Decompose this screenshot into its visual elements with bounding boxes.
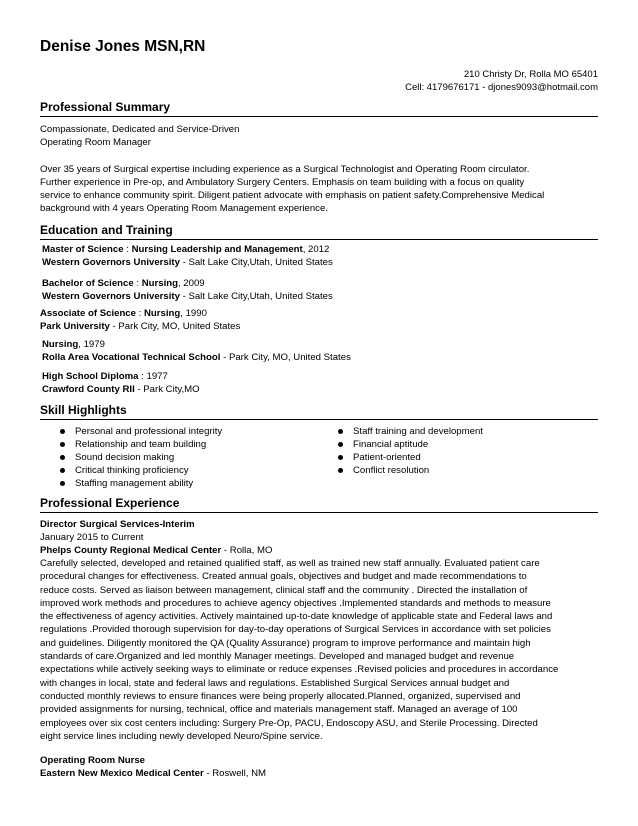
year: , 2009 bbox=[177, 278, 205, 289]
job-title bbox=[40, 754, 598, 767]
skill-item: Critical thinking proficiency bbox=[58, 464, 222, 477]
job-description bbox=[40, 557, 598, 743]
degree-line bbox=[42, 370, 598, 383]
location: - Salt Lake City,Utah, United States bbox=[179, 291, 333, 302]
summary-tagline: Operating Room Manager bbox=[40, 137, 151, 149]
summary-line: Over 35 years of Surgical expertise including experience as a Surgical Technologist and Operating Room circulator. bbox=[40, 164, 530, 175]
field: Nursing Leadership and Management bbox=[131, 244, 303, 255]
education-entry bbox=[42, 370, 598, 396]
job-description-line: provided assignments for nursing, technical, office and materials management staff. Managed an average of 100 bbox=[40, 704, 518, 716]
year: 1977 bbox=[146, 371, 168, 382]
separator: : bbox=[135, 308, 144, 319]
education-entry bbox=[40, 307, 596, 333]
summary-line: service to enhance community spirit. Diligent patient advocate with emphasis on patient safety.Comprehensive Medical bbox=[40, 190, 545, 202]
school: Crawford County RII bbox=[42, 384, 135, 395]
field: Nursing bbox=[143, 308, 181, 319]
job-title-text: Director Surgical Services-Interim bbox=[40, 519, 195, 530]
separator: : bbox=[123, 244, 132, 255]
job-description-line: reduce costs. Served as liaison between management, clinical staff and the community . Directed the installation of bbox=[40, 584, 528, 596]
job-description-line: and guidelines. Diligently monitored the QA (Quality Assurance) program to improve performance and maintain high bbox=[40, 637, 531, 649]
year: , 1990 bbox=[180, 308, 207, 319]
contact-block bbox=[405, 68, 598, 94]
section-header-experience: Professional Experience bbox=[40, 497, 598, 513]
job-description-line: employees over six cost centers including: Surgery Pre-Op, PACU, Endoscopy ASU, and Sterile Processing. Directed bbox=[40, 717, 538, 729]
section-header-skills: Skill Highlights bbox=[40, 404, 598, 420]
year: , 1979 bbox=[78, 339, 105, 350]
employer: Phelps County Regional Medical Center bbox=[40, 545, 222, 557]
degree-line bbox=[40, 307, 596, 320]
job-description-line: conducted monthly reviews to ensure finances were being properly allocated.Planned, organized, supervised and bbox=[40, 690, 521, 702]
employer: Eastern New Mexico Medical Center bbox=[40, 768, 204, 780]
degree: Master of Science bbox=[42, 244, 124, 255]
field: Nursing bbox=[141, 278, 178, 289]
location: - Salt Lake City,Utah, United States bbox=[179, 257, 333, 268]
school-line bbox=[42, 383, 598, 396]
field: Nursing bbox=[42, 339, 79, 350]
school: Rolla Area Vocational Technical School bbox=[42, 352, 221, 363]
job-description-line: standards of care.Organized and led monthly Manager meetings. Developed and managed budget and revenue bbox=[40, 651, 515, 663]
employer-line bbox=[40, 767, 598, 780]
skill-item: Personal and professional integrity bbox=[58, 425, 222, 438]
job-description-line: improved work methods and procedures to achieve agency objectives .Implemented standards and methods to measure bbox=[40, 597, 551, 609]
skill-item: Conflict resolution bbox=[336, 464, 483, 477]
summary-line: Further experience in Pre-op, and Ambulatory Surgery Centers. Emphasis on team building with a focus on quality bbox=[40, 177, 525, 189]
job-title-text: Operating Room Nurse bbox=[40, 755, 146, 766]
education-entry bbox=[42, 243, 598, 269]
candidate-name: Denise Jones MSN,RN bbox=[40, 38, 206, 55]
address: 210 Christy Dr, Rolla MO 65401 bbox=[463, 69, 598, 80]
degree: Associate of Science bbox=[40, 308, 136, 319]
summary-tagline: Compassionate, Dedicated and Service-Driven bbox=[40, 124, 240, 135]
skill-item: Relationship and team building bbox=[58, 438, 222, 451]
employer-line bbox=[40, 544, 598, 557]
school: Western Governors University bbox=[42, 291, 180, 302]
job-description-line: regulations .Provided thorough supervision for day-to-day operations of Surgical Services in accordance with set policies bbox=[40, 624, 551, 636]
school: Western Governors University bbox=[42, 257, 180, 268]
phone-email: Cell: 4179676171 - djones9093@hotmail.com bbox=[405, 82, 598, 93]
education-entry bbox=[42, 338, 598, 364]
school: Park University bbox=[40, 321, 110, 332]
degree-line bbox=[42, 277, 598, 290]
job-description-line: eight service lines including newly developed Neuro/Spine service. bbox=[40, 730, 323, 742]
section-header-education: Education and Training bbox=[40, 224, 598, 240]
separator: : bbox=[138, 371, 147, 382]
degree: Bachelor of Science bbox=[42, 278, 134, 289]
degree: High School Diploma bbox=[42, 371, 139, 382]
year: , 2012 bbox=[302, 244, 330, 255]
location: - Park City,MO bbox=[134, 384, 200, 395]
skills-column-left bbox=[58, 425, 222, 490]
summary-line: background with 4 years Operating Room Management experience. bbox=[40, 203, 328, 215]
degree-line bbox=[42, 338, 598, 351]
job-description-line: the effectiveness of agency activities. Actively maintained up-to-date knowledge of applicable state and Federal laws and bbox=[40, 611, 553, 623]
school-line bbox=[40, 320, 596, 333]
skill-item: Patient-oriented bbox=[336, 451, 483, 464]
location: - Park City, MO, United States bbox=[109, 321, 241, 332]
job-description-line: expectations while actively seeking ways to eliminate or reduce expenses .Revised policies and procedures in accordance bbox=[40, 664, 559, 676]
location: - Park City, MO, United States bbox=[220, 352, 351, 363]
skill-item: Sound decision making bbox=[58, 451, 222, 464]
job-description-line: with changes in local, state and federal laws and regulations. Established Surgical Services annual budget and bbox=[40, 677, 510, 689]
job-entry bbox=[40, 518, 598, 557]
job-description-line: Carefully selected, developed and retained qualified staff, as well as trained new staff annually. Evaluated patient care bbox=[40, 558, 540, 569]
school-line bbox=[42, 351, 598, 364]
skill-item: Staffing management ability bbox=[58, 477, 222, 490]
job-dates: January 2015 to Current bbox=[40, 532, 144, 544]
job-title bbox=[40, 518, 598, 531]
employer-location: - Roswell, NM bbox=[203, 768, 267, 780]
skill-item: Staff training and development bbox=[336, 425, 483, 438]
school-line bbox=[42, 290, 598, 303]
skill-item: Financial aptitude bbox=[336, 438, 483, 451]
separator: : bbox=[133, 278, 142, 289]
job-entry bbox=[40, 754, 598, 780]
section-header-summary: Professional Summary bbox=[40, 101, 598, 117]
degree-line bbox=[42, 243, 598, 256]
school-line bbox=[42, 256, 598, 269]
summary-paragraph bbox=[40, 163, 598, 215]
skills-column-right bbox=[336, 425, 483, 477]
summary-taglines bbox=[40, 123, 598, 149]
education-entry bbox=[42, 277, 598, 303]
job-description-line: procedural changes for effectiveness. Created annual goals, objectives and budget and made recommendations to bbox=[40, 571, 527, 583]
employer-location: - Rolla, MO bbox=[221, 545, 273, 557]
